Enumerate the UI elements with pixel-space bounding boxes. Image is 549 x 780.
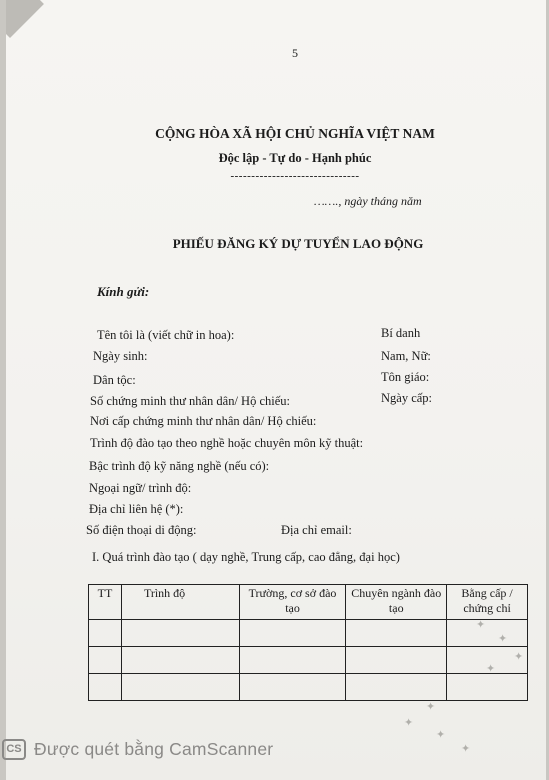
table-row: [89, 674, 528, 701]
table-cell: [121, 620, 239, 647]
field-id-number: Số chứng minh thư nhân dân/ Hộ chiếu:: [90, 394, 290, 408]
field-mobile: Số điện thoại di động:: [86, 523, 197, 537]
table-cell: [346, 674, 447, 701]
document-page: [6, 0, 546, 780]
table-cell: [346, 647, 447, 674]
page-number: 5: [292, 46, 298, 60]
table-cell: [121, 674, 239, 701]
camscanner-watermark: [0, 734, 273, 764]
field-email: Địa chỉ email:: [281, 523, 352, 537]
header-certificate: Bằng cấp / chứng chỉ: [447, 585, 528, 620]
field-issue-place: Nơi cấp chứng minh thư nhân dân/ Hộ chiếu:: [90, 414, 317, 428]
header-level: Trình độ: [121, 585, 239, 620]
table-cell: [89, 647, 122, 674]
field-gender: Nam, Nữ:: [381, 349, 431, 363]
camscanner-text: Được quét bằng CamScanner: [34, 738, 274, 759]
field-language: Ngoại ngữ/ trình độ:: [89, 481, 192, 495]
field-alias: Bí danh: [381, 326, 421, 340]
form-title: PHIẾU ĐĂNG KÝ DỰ TUYỂN LAO ĐỘNG: [172, 236, 424, 251]
field-contact-address: Địa chỉ liên hệ (*):: [89, 502, 184, 516]
field-issue-date: Ngày cấp:: [381, 391, 433, 405]
field-religion: Tôn giáo:: [381, 370, 430, 384]
folded-corner: [6, 0, 44, 38]
table-cell: [447, 620, 528, 647]
training-table: [88, 584, 528, 701]
sparkle-icon: ✦: [498, 632, 508, 645]
header-major: Chuyên ngành đào tạo: [346, 585, 447, 620]
sparkle-icon: ✦: [461, 742, 471, 755]
camscanner-logo: CS: [2, 739, 26, 760]
table-cell: [239, 647, 346, 674]
field-skill-level: Bậc trình độ kỹ năng nghề (nếu có):: [89, 459, 270, 473]
header-school: Trường, cơ sở đào tạo: [239, 585, 346, 620]
training-table-header: [89, 585, 528, 620]
date-line: ……., ngày tháng năm: [314, 194, 422, 208]
field-full-name: Tên tôi là (viết chữ in hoa):: [97, 328, 235, 342]
header-separator: -------------------------------: [230, 170, 360, 182]
sparkle-icon: ✦: [404, 716, 414, 729]
header-tt: TT: [89, 585, 122, 620]
field-birth-date: Ngày sinh:: [93, 349, 148, 363]
country-name: CỘNG HÒA XÃ HỘI CHỦ NGHĨA VIỆT NAM: [155, 126, 435, 141]
greeting: Kính gửi:: [97, 284, 150, 299]
table-cell: [121, 647, 239, 674]
sparkle-icon: ✦: [486, 662, 496, 675]
sparkle-icon: ✦: [514, 650, 524, 663]
section-training-heading: I. Quá trình đào tạo ( dạy nghề, Trung cấp, cao đẳng, đại học): [92, 550, 400, 564]
field-ethnicity: Dân tộc:: [93, 373, 136, 387]
table-cell: [89, 620, 122, 647]
table-cell: [346, 620, 447, 647]
table-row: [89, 647, 528, 674]
field-education: Trình độ đào tạo theo nghề hoặc chuyên môn kỹ thuật:: [90, 436, 364, 450]
table-cell: [447, 674, 528, 701]
table-row: [89, 620, 528, 647]
sparkle-icon: ✦: [436, 728, 446, 741]
national-motto: Độc lập - Tự do - Hạnh phúc: [218, 151, 372, 165]
sparkle-icon: ✦: [476, 618, 486, 631]
table-cell: [89, 674, 122, 701]
sparkle-icon: ✦: [426, 700, 436, 713]
table-cell: [239, 620, 346, 647]
table-cell: [239, 674, 346, 701]
